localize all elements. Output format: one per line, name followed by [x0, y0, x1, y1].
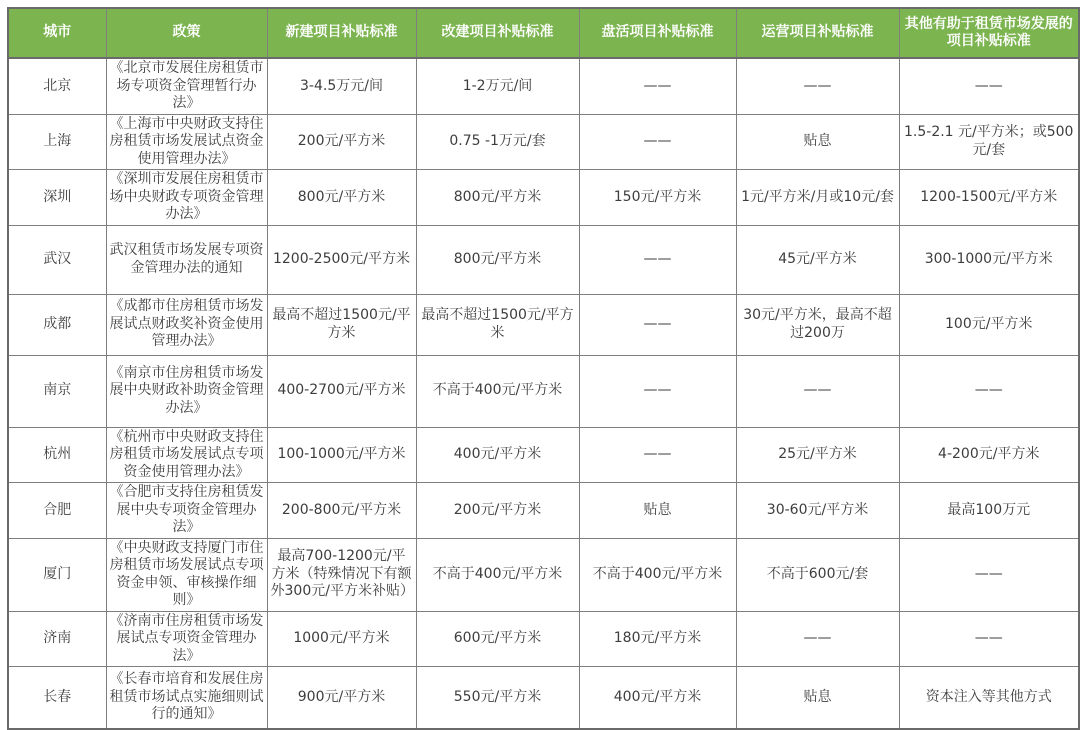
- rebuild-cell: 1-2万元/间: [416, 58, 579, 114]
- header-operation-project-subsidy: 运营项目补贴标准: [736, 8, 899, 58]
- policy-cell: 《深圳市发展住房租赁市场中央财政专项资金管理办法》: [106, 170, 267, 226]
- revitalize-cell: 贴息: [579, 483, 736, 539]
- other-cell: 4-200元/平方米: [899, 427, 1079, 483]
- other-cell: ——: [899, 538, 1079, 611]
- other-cell: 300-1000元/平方米: [899, 225, 1079, 294]
- operate-cell: 25元/平方米: [736, 427, 899, 483]
- new-build-cell: 800元/平方米: [267, 170, 416, 226]
- city-cell: 合肥: [8, 483, 106, 539]
- other-cell: 100元/平方米: [899, 294, 1079, 355]
- policy-cell: 《成都市住房租赁市场发展试点财政奖补资金使用管理办法》: [106, 294, 267, 355]
- header-new-project-subsidy: 新建项目补贴标准: [267, 8, 416, 58]
- header-renovation-project-subsidy: 改建项目补贴标准: [416, 8, 579, 58]
- table-row-chengdu: [8, 294, 1079, 355]
- revitalize-cell: ——: [579, 225, 736, 294]
- operate-cell: ——: [736, 58, 899, 114]
- new-build-cell: 100-1000元/平方米: [267, 427, 416, 483]
- city-cell: 杭州: [8, 427, 106, 483]
- new-build-cell: 最高700-1200元/平方米（特殊情况下有额外300元/平方米补贴）: [267, 538, 416, 611]
- policy-cell: 《杭州市中央财政支持住房租赁市场发展试点专项资金使用管理办法》: [106, 427, 267, 483]
- table-header: [8, 8, 1079, 58]
- revitalize-cell: 150元/平方米: [579, 170, 736, 226]
- operate-cell: ——: [736, 355, 899, 427]
- table-row-xiamen: [8, 538, 1079, 611]
- new-build-cell: 1000元/平方米: [267, 611, 416, 667]
- revitalize-cell: ——: [579, 427, 736, 483]
- city-cell: 济南: [8, 611, 106, 667]
- rebuild-cell: 不高于400元/平方米: [416, 538, 579, 611]
- rebuild-cell: 0.75 -1万元/套: [416, 114, 579, 170]
- operate-cell: 30-60元/平方米: [736, 483, 899, 539]
- revitalize-cell: ——: [579, 58, 736, 114]
- policy-cell: 《济南市住房租赁市场发展试点专项资金管理办法》: [106, 611, 267, 667]
- new-build-cell: 200元/平方米: [267, 114, 416, 170]
- operate-cell: 30元/平方米，最高不超过200万: [736, 294, 899, 355]
- table-row-nanjing: [8, 355, 1079, 427]
- policy-cell: 《上海市中央财政支持住房租赁市场发展试点资金使用管理办法》: [106, 114, 267, 170]
- rebuild-cell: 550元/平方米: [416, 667, 579, 729]
- other-cell: ——: [899, 355, 1079, 427]
- operate-cell: ——: [736, 611, 899, 667]
- city-cell: 深圳: [8, 170, 106, 226]
- new-build-cell: 400-2700元/平方米: [267, 355, 416, 427]
- city-cell: 厦门: [8, 538, 106, 611]
- operate-cell: 贴息: [736, 114, 899, 170]
- city-cell: 上海: [8, 114, 106, 170]
- table-body: [8, 58, 1079, 729]
- other-cell: 1.5-2.1 元/平方米；或500元/套: [899, 114, 1079, 170]
- header-row: [8, 8, 1079, 58]
- table-row-changchun: [8, 667, 1079, 729]
- city-cell: 北京: [8, 58, 106, 114]
- revitalize-cell: ——: [579, 355, 736, 427]
- city-cell: 南京: [8, 355, 106, 427]
- revitalize-cell: ——: [579, 114, 736, 170]
- policy-cell: 《北京市发展住房租赁市场专项资金管理暂行办法》: [106, 58, 267, 114]
- other-cell: 1200-1500元/平方米: [899, 170, 1079, 226]
- header-revitalization-project-subsidy: 盘活项目补贴标准: [579, 8, 736, 58]
- header-city: 城市: [8, 8, 106, 58]
- table-row-hangzhou: [8, 427, 1079, 483]
- city-rental-subsidy-table: [7, 7, 1080, 730]
- subsidy-table-container: [7, 7, 1078, 722]
- policy-cell: 《合肥市支持住房租赁发展中央专项资金管理办法》: [106, 483, 267, 539]
- revitalize-cell: 180元/平方米: [579, 611, 736, 667]
- table-row-hefei: [8, 483, 1079, 539]
- operate-cell: 1元/平方米/月或10元/套: [736, 170, 899, 226]
- header-policy: 政策: [106, 8, 267, 58]
- policy-cell: 《南京市住房租赁市场发展中央财政补助资金管理办法》: [106, 355, 267, 427]
- table-row-wuhan: [8, 225, 1079, 294]
- revitalize-cell: 不高于400元/平方米: [579, 538, 736, 611]
- policy-cell: 《长春市培育和发展住房租赁市场试点实施细则试行的通知》: [106, 667, 267, 729]
- rebuild-cell: 不高于400元/平方米: [416, 355, 579, 427]
- operate-cell: 贴息: [736, 667, 899, 729]
- revitalize-cell: ——: [579, 294, 736, 355]
- policy-cell: 武汉租赁市场发展专项资金管理办法的通知: [106, 225, 267, 294]
- new-build-cell: 900元/平方米: [267, 667, 416, 729]
- other-cell: ——: [899, 611, 1079, 667]
- header-other-subsidy: 其他有助于租赁市场发展的项目补贴标准: [899, 8, 1079, 58]
- table-row-shenzhen: [8, 170, 1079, 226]
- operate-cell: 不高于600元/套: [736, 538, 899, 611]
- rebuild-cell: 800元/平方米: [416, 225, 579, 294]
- rebuild-cell: 800元/平方米: [416, 170, 579, 226]
- new-build-cell: 3-4.5万元/间: [267, 58, 416, 114]
- new-build-cell: 最高不超过1500元/平方米: [267, 294, 416, 355]
- city-cell: 成都: [8, 294, 106, 355]
- operate-cell: 45元/平方米: [736, 225, 899, 294]
- other-cell: 最高100万元: [899, 483, 1079, 539]
- rebuild-cell: 200元/平方米: [416, 483, 579, 539]
- rebuild-cell: 400元/平方米: [416, 427, 579, 483]
- revitalize-cell: 400元/平方米: [579, 667, 736, 729]
- new-build-cell: 1200-2500元/平方米: [267, 225, 416, 294]
- other-cell: 资本注入等其他方式: [899, 667, 1079, 729]
- city-cell: 武汉: [8, 225, 106, 294]
- rebuild-cell: 600元/平方米: [416, 611, 579, 667]
- rebuild-cell: 最高不超过1500元/平方米: [416, 294, 579, 355]
- policy-cell: 《中央财政支持厦门市住房租赁市场发展试点专项资金申领、审核操作细则》: [106, 538, 267, 611]
- table-row-beijing: [8, 58, 1079, 114]
- new-build-cell: 200-800元/平方米: [267, 483, 416, 539]
- table-row-shanghai: [8, 114, 1079, 170]
- other-cell: ——: [899, 58, 1079, 114]
- city-cell: 长春: [8, 667, 106, 729]
- table-row-jinan: [8, 611, 1079, 667]
